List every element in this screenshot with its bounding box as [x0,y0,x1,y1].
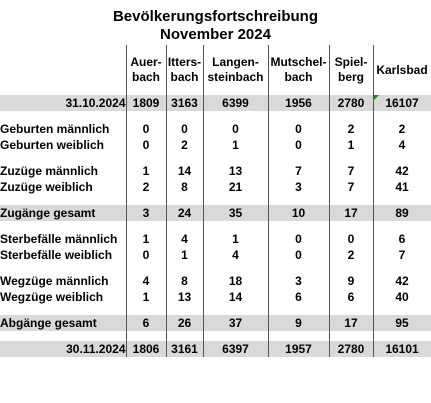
table-cell: 2 [166,137,203,153]
table-cell: 6 [373,231,431,247]
population-table [0,45,431,357]
table-cell: 42 [373,163,431,179]
table-row [0,95,431,111]
table-cell: 0 [268,137,329,153]
table-cell: 0 [126,121,166,137]
row-label: Sterbefälle weiblich [0,248,113,262]
table-cell: 24 [166,205,203,221]
table-cell: 13 [203,163,268,179]
table-cell: 4 [126,273,166,289]
table-cell: 3 [268,179,329,195]
table-row [0,247,431,263]
table-cell: 7 [329,179,373,195]
table-cell: 6397 [203,341,268,357]
row-label: Wegzüge weiblich [0,290,104,304]
table-cell: 17 [329,205,373,221]
row-label: Wegzüge männlich [0,274,109,288]
table-cell: 4 [166,231,203,247]
table-cell: 6399 [203,95,268,111]
table-cell: 9 [268,315,329,331]
column-header: Mutschel-bach [268,45,329,95]
table-cell: 0 [126,137,166,153]
table-row [0,341,431,357]
table-cell: 2780 [329,341,373,357]
table-cell: 7 [329,163,373,179]
column-header: Karlsbad [373,45,431,95]
table-row [0,121,431,137]
table-cell: 0 [268,247,329,263]
table-cell: 1809 [126,95,166,111]
table-cell: 1956 [268,95,329,111]
table-row [0,205,431,221]
table-cell: 16101 [373,341,431,357]
row-label: 31.10.2024 [0,95,126,111]
row-label: Geburten männlich [0,122,110,136]
table-cell: 6 [329,289,373,305]
table-cell: 7 [373,247,431,263]
table-cell: 37 [203,315,268,331]
table-row [0,179,431,195]
table-cell: 42 [373,273,431,289]
table-cell: 2 [329,121,373,137]
table-row [0,289,431,305]
table-cell: 4 [373,137,431,153]
table-cell: 8 [166,273,203,289]
table-cell: 0 [203,121,268,137]
table-cell: 41 [373,179,431,195]
table-cell: 3161 [166,341,203,357]
table-cell: 1 [166,247,203,263]
table-cell: 1 [126,289,166,305]
row-label: Geburten weiblich [0,138,105,152]
table-cell: 1 [126,163,166,179]
table-cell: 4 [203,247,268,263]
table-row [0,273,431,289]
table-cell: 2 [373,121,431,137]
table-cell: 0 [329,231,373,247]
table-cell: 9 [329,273,373,289]
table-cell: 35 [203,205,268,221]
table-row [0,231,431,247]
row-label: Zugänge gesamt [0,205,126,221]
table-cell: 0 [268,121,329,137]
table-cell: 14 [203,289,268,305]
table-cell: 3 [268,273,329,289]
table-cell: 1 [329,137,373,153]
table-cell: 14 [166,163,203,179]
table-cell: 1806 [126,341,166,357]
table-cell: 10 [268,205,329,221]
row-label: Zuzüge weiblich [0,180,93,194]
column-header: Spiel-berg [329,45,373,95]
row-label: 30.11.2024 [0,341,126,357]
page-title: Bevölkerungsfortschreibung [112,8,319,25]
column-header: Auer-bach [126,45,166,95]
table-row [0,315,431,331]
table-cell: 18 [203,273,268,289]
row-label: Sterbefälle männlich [0,232,118,246]
row-label: Abgänge gesamt [0,315,126,331]
table-cell: 3 [126,205,166,221]
table-cell: 17 [329,315,373,331]
table-row [0,137,431,153]
table-cell: 21 [203,179,268,195]
table-header-row [0,45,431,95]
table-cell: 95 [373,315,431,331]
table-cell: 1 [203,137,268,153]
table-cell: 89 [373,205,431,221]
table-cell: 1957 [268,341,329,357]
table-cell: 0 [166,121,203,137]
table-cell: 7 [268,163,329,179]
table-cell: 26 [166,315,203,331]
header-blank-cell [0,45,126,95]
table-cell: 6 [126,315,166,331]
row-label: Zuzüge männlich [0,164,99,178]
table-cell: 16107 [373,95,431,111]
table-row [0,163,431,179]
table-cell: 2780 [329,95,373,111]
table-cell: 0 [268,231,329,247]
table-cell: 1 [126,231,166,247]
table-cell: 13 [166,289,203,305]
table-cell: 2 [329,247,373,263]
page-subtitle: November 2024 [160,26,271,43]
column-header: Itters-bach [166,45,203,95]
table-cell: 3163 [166,95,203,111]
column-header: Langen-steinbach [203,45,268,95]
table-cell: 6 [268,289,329,305]
table-cell: 0 [126,247,166,263]
table-cell: 2 [126,179,166,195]
table-cell: 1 [203,231,268,247]
table-cell: 40 [373,289,431,305]
table-cell: 8 [166,179,203,195]
